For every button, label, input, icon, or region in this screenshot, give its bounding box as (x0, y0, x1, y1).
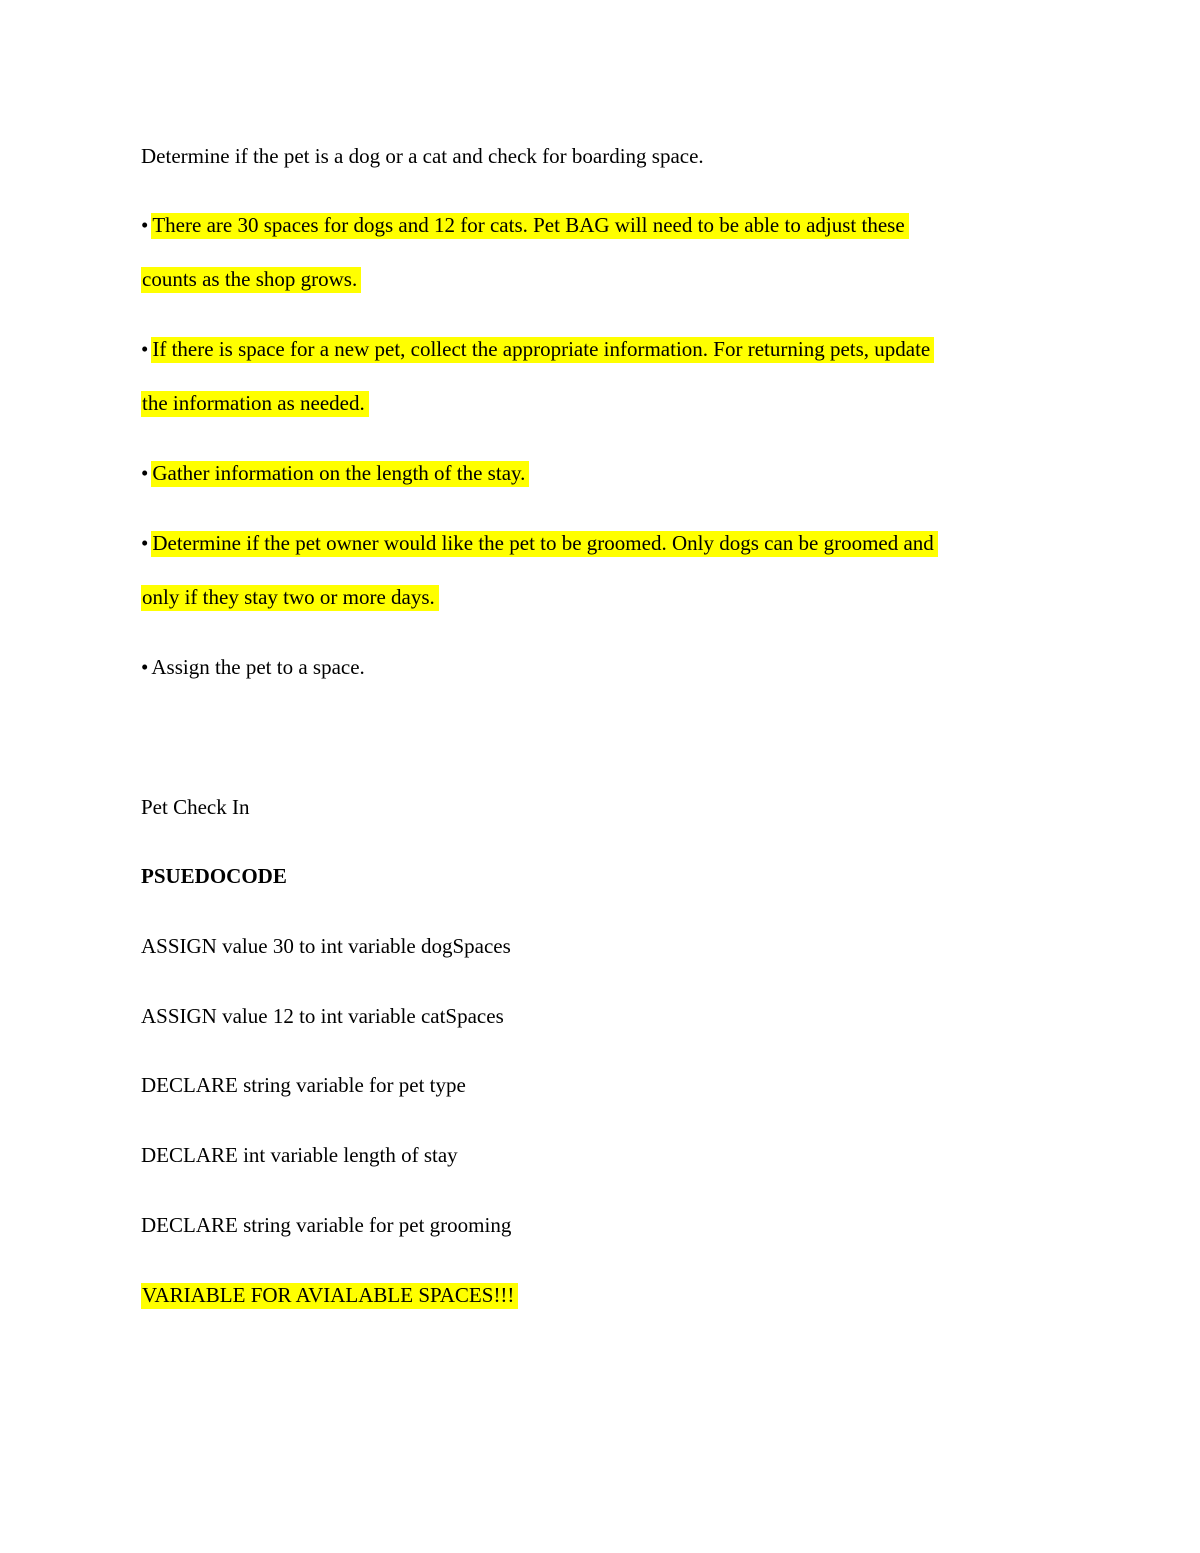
pseudocode-line-5: DECLARE string variable for pet grooming (141, 1213, 512, 1237)
pseudocode-line-2: ASSIGN value 12 to int variable catSpaces (141, 1004, 504, 1028)
highlighted-note: VARIABLE FOR AVIALABLE SPACES!!! (141, 1283, 518, 1309)
pseudocode-line-1: ASSIGN value 30 to int variable dogSpaces (141, 934, 511, 958)
bullet-marker: • (141, 531, 149, 555)
bullet-4-line-2: only if they stay two or more days. (141, 585, 439, 611)
highlighted-note-line (141, 1281, 518, 1309)
bullet-2-line-2: the information as needed. (141, 391, 369, 417)
section-title: Pet Check In (141, 795, 250, 819)
bullet-marker: • (141, 213, 149, 237)
bullet-1-line-2: counts as the shop grows. (141, 267, 361, 293)
bullet-marker: • (141, 337, 149, 361)
bullet-marker: • (141, 461, 149, 485)
pseudocode-line-4: DECLARE int variable length of stay (141, 1143, 458, 1167)
bullet-item-3 (141, 459, 529, 487)
bullet-item-1-cont (141, 265, 361, 293)
bullet-3-line-1: Gather information on the length of the stay. (151, 461, 529, 487)
pseudocode-heading: PSUEDOCODE (141, 864, 287, 888)
pseudocode-line-3: DECLARE string variable for pet type (141, 1073, 466, 1097)
bullet-item-1 (141, 211, 909, 239)
bullet-item-4-cont (141, 583, 439, 611)
bullet-5-line-1: Assign the pet to a space. (151, 655, 365, 679)
bullet-1-line-1: There are 30 spaces for dogs and 12 for cats. Pet BAG will need to be able to adjust these (151, 213, 908, 239)
bullet-item-2 (141, 335, 934, 363)
bullet-2-line-1: If there is space for a new pet, collect the appropriate information. For returning pets, update (151, 337, 934, 363)
bullet-item-5 (141, 653, 365, 681)
bullet-item-4 (141, 529, 938, 557)
bullet-4-line-1: Determine if the pet owner would like the pet to be groomed. Only dogs can be groomed and (151, 531, 937, 557)
bullet-item-2-cont (141, 389, 369, 417)
intro-paragraph: Determine if the pet is a dog or a cat and check for boarding space. (141, 144, 704, 168)
bullet-marker: • (141, 655, 149, 679)
